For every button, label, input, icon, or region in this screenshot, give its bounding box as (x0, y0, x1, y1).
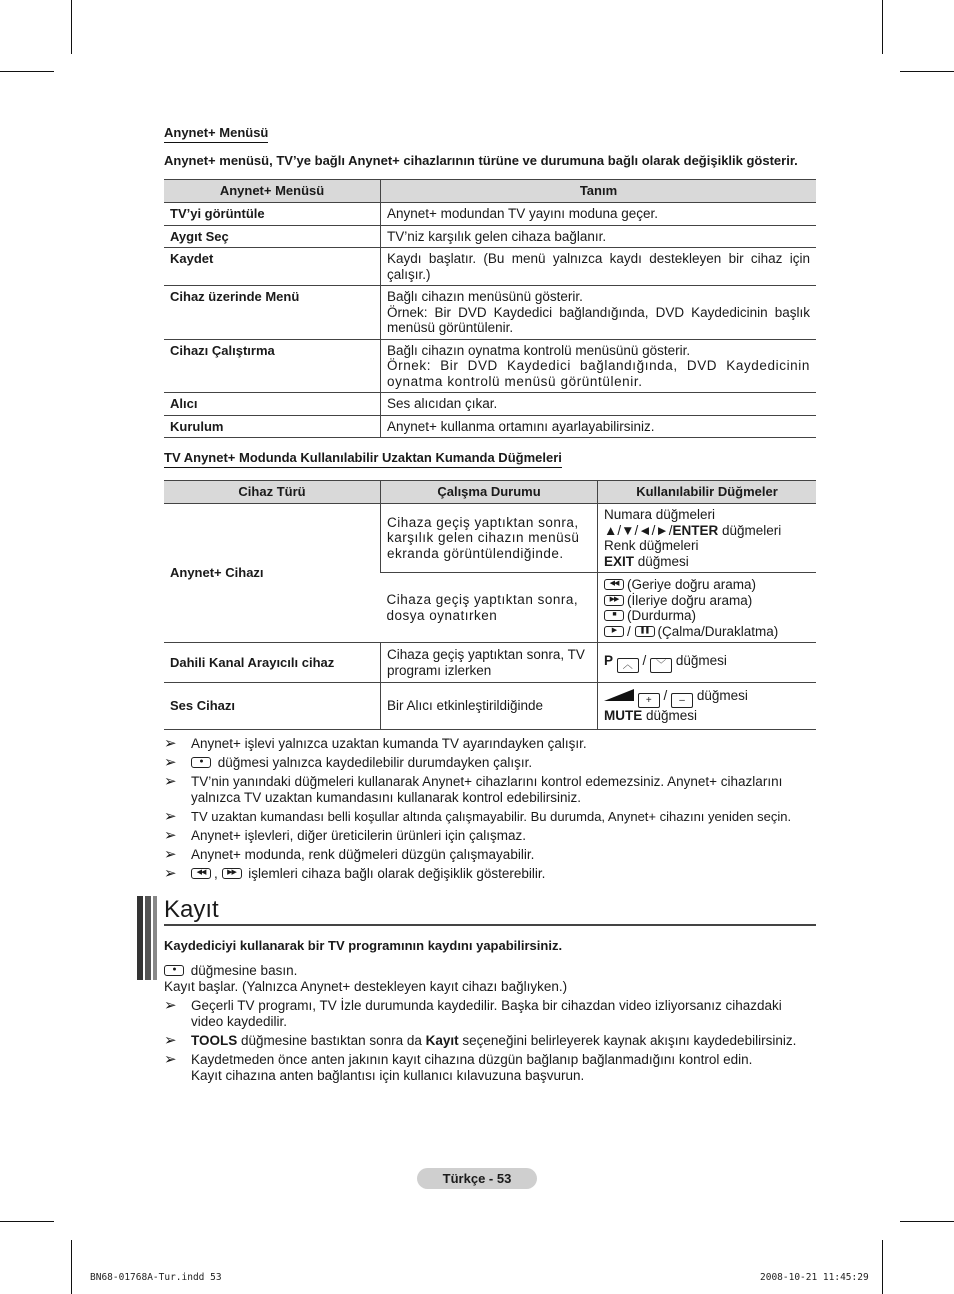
anynet-menu-table (164, 179, 816, 438)
available-buttons (598, 504, 817, 573)
table-row (164, 504, 816, 573)
operation-state: Cihaza geçiş yaptıktan sonra, dosya oynatırken (381, 573, 598, 643)
stop-label: (Durdurma) (627, 608, 697, 623)
note-item (164, 755, 816, 771)
menu-desc: Anynet+ modundan TV yayını moduna geçer. (381, 203, 817, 226)
button-line: Renk düğmeleri (604, 538, 699, 553)
available-buttons (598, 573, 817, 643)
note-item (164, 774, 816, 806)
menu-desc (381, 286, 817, 340)
section-heading: Kayıt (164, 896, 816, 926)
table-header: Anynet+ Menüsü (164, 180, 381, 203)
note-text: Anynet+ işlevleri, diğer üreticilerin ürünleri için çalışmaz. (191, 828, 527, 843)
note-arrow-icon: ➢ (164, 1051, 177, 1068)
footer-file: BN68-01768A-Tur.indd 53 (90, 1272, 222, 1283)
device-type: Anynet+ Cihazı (164, 504, 381, 643)
exit-label: EXIT (604, 553, 635, 569)
table-header: Çalışma Durumu (381, 481, 598, 504)
button-line (604, 624, 810, 640)
table-row (164, 683, 816, 730)
rewind-icon (604, 579, 624, 590)
menu-name: Cihaz üzerinde Menü (164, 286, 381, 340)
note-item (164, 847, 816, 863)
note-text: işlemleri cihaza bağlı olarak değişiklik gösterebilir. (248, 866, 546, 881)
table-header: Kullanılabilir Düğmeler (598, 481, 817, 504)
button-line: Numara düğmeleri (604, 507, 716, 522)
volume-up-icon: + (638, 693, 660, 708)
notes-list (164, 736, 816, 882)
note-arrow-icon: ➢ (164, 865, 177, 882)
table-row (164, 339, 816, 393)
menu-desc: TV’niz karşılık gelen cihaza bağlanır. (381, 225, 817, 248)
button-line (604, 708, 810, 724)
rewind-icon (191, 868, 211, 879)
button-line (604, 593, 810, 609)
button-line (604, 554, 810, 570)
button-suffix: düğmesi (675, 652, 727, 668)
heading-bar (137, 896, 143, 980)
table-row (164, 225, 816, 248)
note-text: TV uzaktan kumandası belli koşullar altında çalışmayabilir. Bu durumda, Anynet+ cihazını yeniden seçin. (191, 809, 792, 824)
table-row (164, 203, 816, 226)
button-line (604, 688, 810, 708)
table-row (164, 393, 816, 416)
section-intro: Anynet+ menüsü, TV’ye bağlı Anynet+ cihazlarının türüne ve durumuna bağlı olarak değişiklik gösterir. (164, 153, 798, 168)
table-header-row (164, 180, 816, 203)
menu-name: Cihazı Çalıştırma (164, 339, 381, 393)
table-header: Cihaz Türü (164, 481, 381, 504)
fast-forward-label: (İleriye doğru arama) (627, 592, 753, 608)
channel-up-icon: ︿ (617, 658, 639, 673)
note-arrow-icon: ➢ (164, 1032, 177, 1049)
heading-bar (153, 896, 157, 980)
p-label: P (604, 652, 614, 668)
note-arrow-icon: ➢ (164, 808, 177, 825)
section-lead: Kaydediciyi kullanarak bir TV programının kaydını yapabilirsiniz. (164, 938, 563, 953)
enter-label: ENTER (672, 522, 719, 538)
operation-state: Cihaza geçiş yaptıktan sonra, TV programı izlerken (381, 643, 598, 683)
note-item (164, 866, 816, 882)
crop-mark (882, 0, 883, 54)
note-text: Kaydetmeden önce anten jakının kayıt cihazına düzgün bağlanıp bağlanmadığını kontrol edin. (191, 1052, 753, 1067)
menu-desc: Ses alıcıdan çıkar. (381, 393, 817, 416)
note-text: seçeneğini belirleyerek kaynak akışını kaydedebilirsiniz. (458, 1033, 797, 1048)
remote-buttons-table (164, 480, 816, 730)
volume-down-icon: – (671, 693, 693, 708)
step-line (164, 963, 816, 979)
fast-forward-icon (604, 595, 624, 606)
note-item (164, 736, 816, 752)
page-content (164, 125, 816, 1087)
menu-name: Kurulum (164, 415, 381, 438)
separator: , (214, 866, 218, 881)
record-icon (191, 757, 211, 768)
separator: / (642, 652, 647, 668)
pause-icon (635, 626, 655, 637)
step-line: Kayıt başlar. (Yalnızca Anynet+ destekleyen kayıt cihazı bağlıyken.) (164, 979, 568, 994)
button-suffix: düğmesi (642, 708, 698, 724)
menu-name: Aygıt Seç (164, 225, 381, 248)
table-row (164, 286, 816, 340)
available-buttons (598, 683, 817, 730)
button-line (604, 577, 810, 593)
operation-state: Bir Alıcı etkinleştirildiğinde (381, 683, 598, 730)
device-type: Ses Cihazı (164, 683, 381, 730)
play-pause-label: (Çalma/Duraklatma) (657, 623, 779, 639)
table-header: Tanım (381, 180, 817, 203)
note-arrow-icon: ➢ (164, 773, 177, 790)
section-title: TV Anynet+ Modunda Kullanılabilir Uzaktan Kumanda Düğmeleri (164, 450, 562, 468)
button-suffix: düğmesi (696, 688, 748, 704)
note-item (164, 1033, 816, 1049)
button-line (604, 523, 810, 539)
menu-desc-line: Bağlı cihazın oynatma kontrolü menüsünü gösterir. (387, 342, 691, 358)
menu-desc-line: Bağlı cihazın menüsünü gösterir. (387, 289, 583, 304)
available-buttons (598, 643, 817, 683)
device-type: Dahili Kanal Arayıcılı cihaz (164, 643, 381, 683)
crop-mark (882, 1240, 883, 1294)
heading-bar (145, 896, 151, 980)
page-number-badge: Türkçe - 53 (417, 1168, 537, 1189)
operation-state: Cihaza geçiş yaptıktan sonra, karşılık gelen cihazın menüsü ekranda görüntülendiğinde. (381, 504, 598, 573)
note-text: Anynet+ işlevi yalnızca uzaktan kumanda TV ayarındayken çalışır. (191, 736, 587, 751)
fast-forward-icon (222, 868, 242, 879)
footer-datetime: 2008-10-21 11:45:29 (760, 1272, 869, 1283)
volume-icon (604, 689, 634, 701)
table-row (164, 415, 816, 438)
button-suffix: düğmesi (634, 553, 689, 569)
section-title: Anynet+ Menüsü (164, 125, 268, 143)
arrow-keys-label: ▲/▼/◄/►/ (604, 522, 673, 538)
kayit-body (164, 963, 816, 1084)
note-item (164, 809, 816, 825)
crop-mark (71, 0, 72, 54)
crop-mark (71, 1240, 72, 1294)
rewind-label: (Geriye doğru arama) (627, 577, 757, 592)
tools-label: TOOLS (191, 1033, 238, 1048)
separator: / (627, 623, 631, 639)
menu-name: Kaydet (164, 248, 381, 286)
kayit-section (164, 896, 816, 954)
note-arrow-icon: ➢ (164, 754, 177, 771)
note-text: düğmesine bastıktan sonra da (237, 1033, 426, 1048)
note-arrow-icon: ➢ (164, 827, 177, 844)
step-text: düğmesine basın. (190, 963, 298, 978)
table-row (164, 248, 816, 286)
crop-mark (0, 1221, 54, 1222)
menu-desc-example: Örnek: Bir DVD Kaydedici bağlandığında, DVD Kaydedicinin başlık menüsü görüntülenir. (387, 304, 810, 335)
crop-mark (0, 71, 54, 72)
table-header-row (164, 481, 816, 504)
note-text: düğmesi yalnızca kaydedilebilir durumdayken çalışır. (217, 755, 533, 770)
stop-icon (604, 610, 624, 621)
crop-mark (900, 71, 954, 72)
note-arrow-icon: ➢ (164, 997, 177, 1014)
note-arrow-icon: ➢ (164, 735, 177, 752)
note-text: Kayıt cihazına anten bağlantısı için kullanıcı kılavuzuna başvurun. (191, 1068, 585, 1083)
menu-desc (381, 339, 817, 393)
crop-mark (900, 1221, 954, 1222)
note-item (164, 1052, 816, 1084)
button-suffix: düğmeleri (718, 522, 782, 538)
kayit-label: Kayıt (425, 1033, 459, 1048)
table-row (164, 643, 816, 683)
note-item (164, 828, 816, 844)
separator: / (663, 688, 668, 704)
menu-name: TV’yi görüntüle (164, 203, 381, 226)
menu-desc: Kaydı başlatır. (Bu menü yalnızca kaydı destekleyen bir cihaz için çalışır.) (381, 248, 817, 286)
note-text: TV’nin yanındaki düğmeleri kullanarak Anynet+ cihazlarını kontrol edemezsiniz. Anynet+ cihazlarını yalnızca TV uzaktan kumandasını kullanarak kontrol edebilirsiniz. (191, 774, 783, 805)
play-icon (604, 626, 624, 637)
note-text: Anynet+ modunda, renk düğmeleri düzgün çalışmayabilir. (191, 847, 535, 862)
menu-desc: Anynet+ kullanma ortamını ayarlayabilirsiniz. (381, 415, 817, 438)
note-arrow-icon: ➢ (164, 846, 177, 863)
record-icon (164, 965, 184, 976)
note-item (164, 998, 816, 1030)
mute-label: MUTE (604, 708, 643, 724)
menu-desc-example: Örnek: Bir DVD Kaydedici bağlandığında, DVD Kaydedicinin oynatma kontrolü menüsü görüntülenir. (387, 358, 810, 389)
menu-name: Alıcı (164, 393, 381, 416)
button-line (604, 608, 810, 624)
channel-down-icon: ﹀ (650, 658, 672, 673)
note-text: Geçerli TV programı, TV İzle durumunda kaydedilir. Başka bir cihazdan video izliyorsanız cihazdaki video kaydedilir. (191, 998, 782, 1029)
